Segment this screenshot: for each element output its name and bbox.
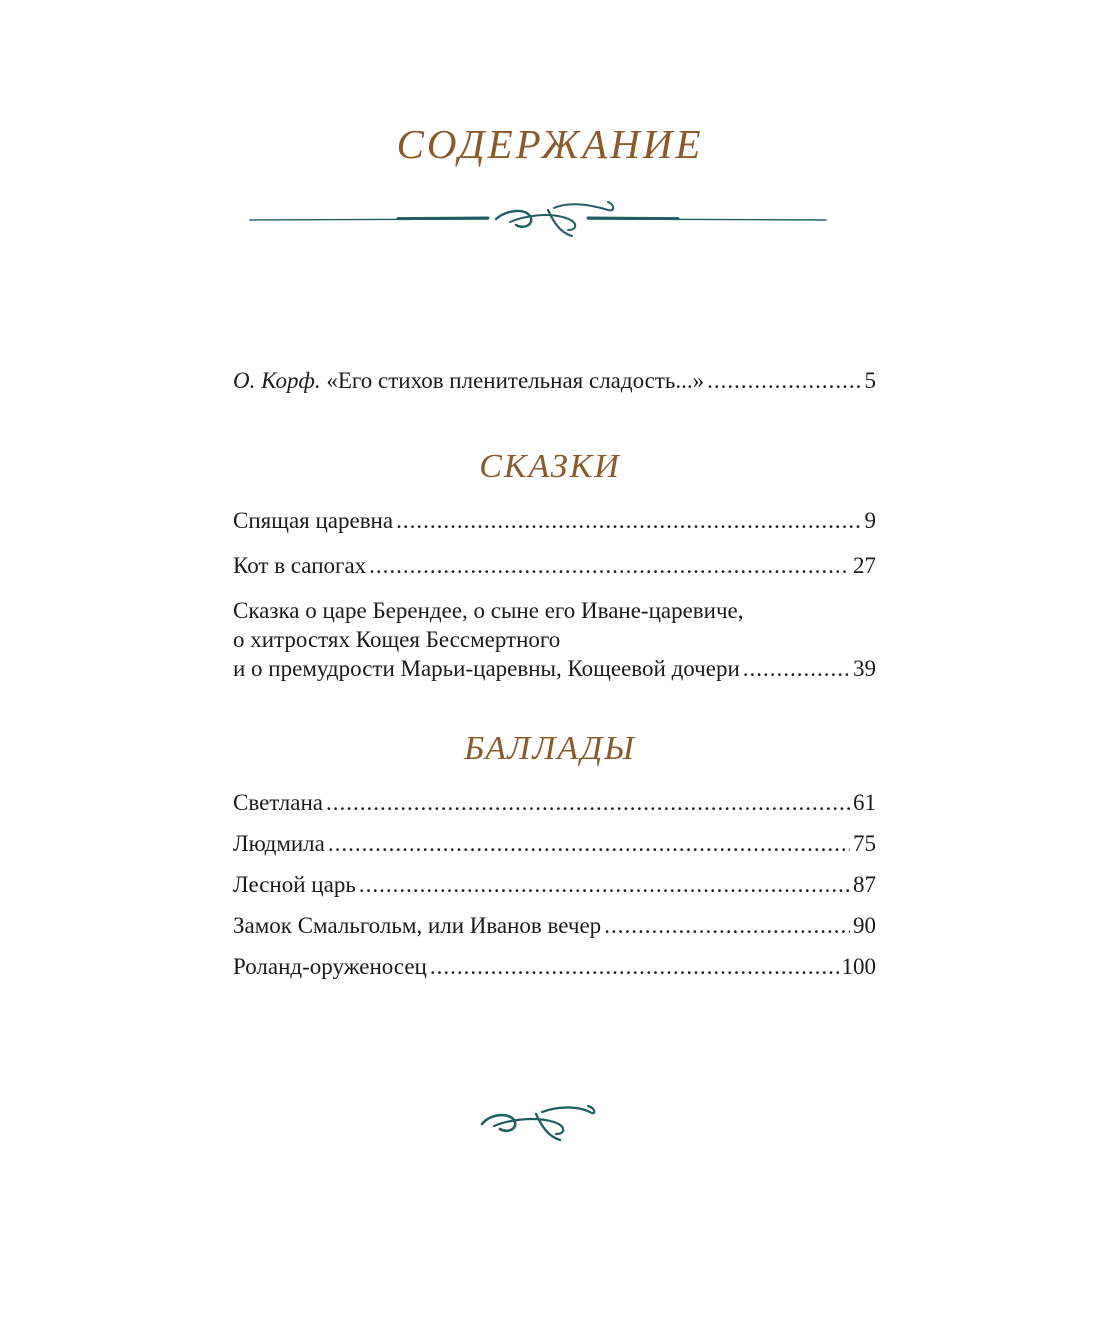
page-title: СОДЕРЖАНИЕ: [396, 121, 704, 167]
entry-title: Замок Смальгольм, или Иванов вечер: [233, 913, 602, 938]
intro-title: «Его стихов пленительная сладость...»: [326, 368, 705, 393]
page-number: 75: [853, 831, 876, 856]
section-title-skazki: СКАЗКИ: [479, 448, 621, 485]
leader-dots: [326, 788, 850, 817]
intro-entry-text: [233, 366, 704, 395]
entry-title: Кот в сапогах: [233, 553, 367, 578]
leader-dots: [359, 870, 850, 899]
entry-title: Лесной царь: [233, 872, 356, 897]
toc-entry[interactable]: [233, 788, 876, 817]
entry-title: и о премудрости Марьи-царевны, Кощеевой дочери: [233, 656, 740, 681]
section-title-ballady: БАЛЛАДЫ: [464, 730, 636, 767]
leader-dots: [604, 911, 850, 940]
page-number: 90: [853, 913, 876, 938]
leader-dots: [396, 506, 861, 535]
toc-entry[interactable]: [233, 952, 876, 981]
page-number: 5: [864, 368, 876, 393]
intro-author: О. Корф.: [233, 368, 321, 393]
entry-title: Спящая царевна: [233, 508, 394, 533]
leader-dots: [369, 551, 850, 580]
toc-entry[interactable]: [233, 870, 876, 899]
toc-entry[interactable]: [233, 551, 876, 580]
entry-title: Светлана: [233, 790, 323, 815]
flourish-ornament-icon: [478, 1098, 600, 1146]
page-number: 100: [841, 954, 876, 979]
leader-dots: [743, 654, 850, 683]
page-number: 39: [853, 656, 876, 681]
page-number: 9: [864, 508, 876, 533]
ornamental-divider-icon: [248, 196, 828, 244]
entry-title: Роланд-оруженосец: [233, 954, 427, 979]
leader-dots: [430, 952, 839, 981]
entry-title: Людмила: [233, 831, 325, 856]
leader-dots: [328, 829, 850, 858]
toc-entry-intro[interactable]: [233, 366, 876, 395]
entry-title-line: о хитростях Кощея Бессмертного: [233, 627, 561, 652]
leader-dots: [707, 366, 861, 395]
intro-entry-block: [233, 366, 876, 395]
page-number: 27: [853, 553, 876, 578]
section-list-skazki: [233, 506, 876, 683]
toc-entry[interactable]: [233, 829, 876, 858]
toc-entry-multiline[interactable]: [233, 596, 876, 683]
section-list-ballady: [233, 788, 876, 981]
entry-title-line: Сказка о царе Берендее, о сыне его Иване-царевиче,: [233, 598, 744, 623]
page-number: 61: [853, 790, 876, 815]
entry-final-line: [233, 654, 876, 683]
toc-entry[interactable]: [233, 911, 876, 940]
toc-entry[interactable]: [233, 506, 876, 535]
page-number: 87: [853, 872, 876, 897]
